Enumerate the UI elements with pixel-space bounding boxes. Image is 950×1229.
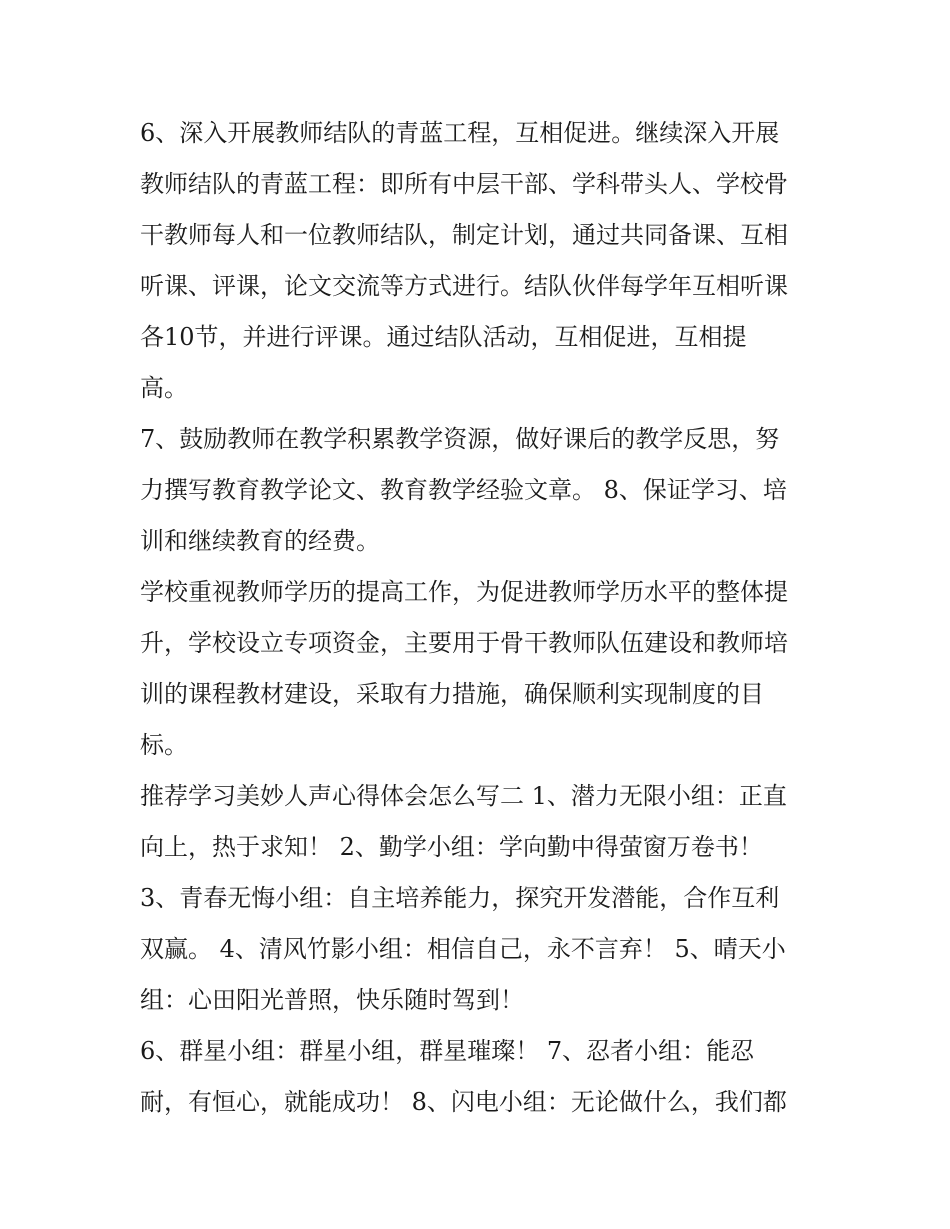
text-line: 6、群星小组：群星小组，群星璀璨！ 7、忍者小组：能忍 [140,1037,755,1065]
text-line: 学校重视教师学历的提高工作，为促进教师学历水平的整体提 [140,578,788,606]
text-line: 训和继续教育的经费。 [140,527,380,555]
text-line: 6、深入开展教师结队的青蓝工程，互相促进。继续深入开展 [140,119,780,147]
text-line: 标。 [140,731,188,759]
text-line: 组：心田阳光普照，快乐随时驾到！ [140,986,524,1014]
body-text [140,108,820,1128]
text-line: 教师结队的青蓝工程：即所有中层干部、学科带头人、学校骨 [140,170,788,198]
text-line: 推荐学习美妙人声心得体会怎么写二 1、潜力无限小组：正直 [140,782,787,810]
text-line: 7、鼓励教师在教学积累教学资源，做好课后的教学反思，努 [140,425,780,453]
text-line: 耐，有恒心，就能成功！ 8、闪电小组：无论做什么，我们都 [140,1088,787,1116]
text-line: 向上，热于求知！ 2、勤学小组：学向勤中得萤窗万卷书！ [140,833,763,861]
text-line: 听课、评课，论文交流等方式进行。结队伙伴每学年互相听课 [140,272,788,300]
text-line: 训的课程教材建设，采取有力措施，确保顺利实现制度的目 [140,680,764,708]
text-line: 干教师每人和一位教师结队，制定计划，通过共同备课、互相 [140,221,788,249]
text-line: 力撰写教育教学论文、教育教学经验文章。 8、保证学习、培 [140,476,787,504]
text-line: 高。 [140,374,188,402]
text-line: 3、青春无悔小组：自主培养能力，探究开发潜能，合作互利 [140,884,780,912]
text-line: 升，学校设立专项资金，主要用于骨干教师队伍建设和教师培 [140,629,788,657]
text-line: 双赢。 4、清风竹影小组：相信自己，永不言弃！ 5、晴天小 [140,935,786,963]
text-line: 各10节，并进行评课。通过结队活动，互相促进，互相提 [140,323,747,351]
